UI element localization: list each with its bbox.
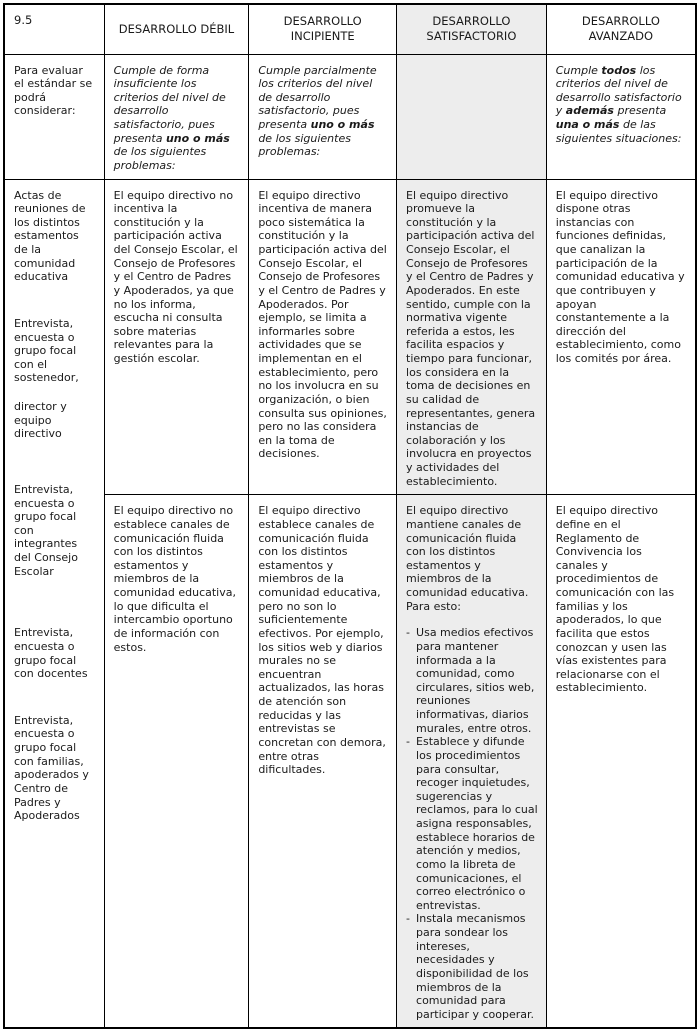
evidence-item: Entrevista, encuesta o grupo focal con docentes xyxy=(14,626,88,681)
text-segment: presenta xyxy=(613,104,667,118)
evidence-sources-cell xyxy=(4,179,104,1028)
text-segment: Cumple xyxy=(555,63,602,77)
evidence-item: Entrevista, encuesta o grupo focal con integrantes del Consejo Escolar xyxy=(14,482,78,578)
text-segment: Cumple de forma insuficiente los criterios del nivel de desarrollo satisfactorio, pues presenta xyxy=(113,63,226,145)
evidence-item: director y equipo directivo xyxy=(14,400,67,441)
text-segment: uno o más xyxy=(310,118,375,131)
qualifier-incipiente xyxy=(249,54,397,179)
criteria-1-avanzado: El equipo directivo dispone otras instancias con funciones definidas, que canalizan la participación de la comunidad educativa y que contribuyen y apoyan constantemente a la dirección del establecimiento, como los comités por área. xyxy=(555,188,685,365)
criteria-1-avanzado-cell xyxy=(546,179,696,495)
text-segment: una o más xyxy=(555,118,620,131)
level-header-debil: DESARROLLO DÉBIL xyxy=(104,4,249,54)
criteria-1-satisfactorio-cell xyxy=(397,179,547,495)
criteria-2-debil: El equipo directivo no establece canales de comunicación fluida con los distintos estamentos y miembros de la comunidad educativa, lo que dificulta el intercambio oportuno de información con estos. xyxy=(113,504,236,654)
text-segment: además xyxy=(565,104,614,118)
standard-number: 9.5 xyxy=(4,4,104,54)
qualifier-debil xyxy=(104,54,249,179)
text-segment: de las siguientes situaciones: xyxy=(555,118,682,145)
bullet-text: Instala mecanismos para sondear los intereses, necesidades y disponibilidad de los miembros de la comunidad para participar y cooperar. xyxy=(416,912,535,1021)
criteria-1-satisfactorio: El equipo directivo promueve la constitución y la participación activa del Consejo Escolar, el Consejo de Profesores y el Centro de Padres y Apoderados. En este sentido, cumple con la normativa vigente referida a estos, les facilita espacios y tiempo para funcionar, los considera en la toma de decisiones en su calidad de representantes, genera instancias de colaboración y los involucra en proyectos y actividades del establecimiento. xyxy=(406,188,536,488)
criteria-2-debil-cell xyxy=(104,495,249,1029)
criteria-2-satisfactorio-intro: El equipo directivo mantiene canales de comunicación fluida con los distintos estamentos y miembros de la comunidad educativa. Para esto: xyxy=(406,504,529,613)
evidence-item: Entrevista, encuesta o grupo focal con familias, apoderados y Centro de Padres y Apoderados xyxy=(14,713,89,823)
text-segment: de los siguientes problemas: xyxy=(113,145,207,172)
bullet-item xyxy=(406,912,538,1021)
bullet-item xyxy=(406,626,538,735)
level-header-incipiente: DESARROLLO INCIPIENTE xyxy=(249,4,397,54)
criteria-2-incipiente: El equipo directivo establece canales de comunicación fluida con los distintos estamentos y miembros de la comunidad educativa, pero no son lo suficientemente efectivos. Por ejemplo, los sitios web y diarios murales no se encuentran actualizados, las horas de atención son reducidas y las entrevistas se concretan con demora, entre otras dificultades. xyxy=(258,504,386,777)
bullet-dash: - xyxy=(406,912,411,926)
bullet-dash: - xyxy=(406,735,411,749)
bullet-item xyxy=(406,735,538,912)
evaluation-note-cell xyxy=(4,54,104,179)
qualifier-satisfactorio-empty xyxy=(397,54,547,179)
evidence-item: Entrevista, encuesta o grupo focal con el sostenedor, xyxy=(14,316,79,385)
criteria-2-avanzado-cell xyxy=(546,495,696,1029)
satisfactorio-bullet-list xyxy=(406,626,538,1021)
criteria-1-incipiente-cell xyxy=(249,179,397,495)
level-header-satisfactorio: DESARROLLO SATISFACTORIO xyxy=(397,4,547,54)
text-segment: todos xyxy=(601,63,637,77)
evidence-item: Actas de reuniones de los distintos estamentos de la comunidad educativa xyxy=(14,188,86,284)
bullet-text: Usa medios efectivos para mantener informada a la comunidad, como circulares, sitios web, reuniones informativas, diarios murales, entre otros. xyxy=(416,626,535,735)
evaluation-note: Para evaluar el estándar se podrá considerar: xyxy=(14,63,93,118)
criteria-1-debil-cell xyxy=(104,179,249,495)
text-segment: de los siguientes problemas: xyxy=(258,131,351,159)
level-header-avanzado: DESARROLLO AVANZADO xyxy=(546,4,696,54)
criteria-row-2 xyxy=(4,495,696,1029)
criteria-2-incipiente-cell xyxy=(249,495,397,1029)
text-segment: los criterios del nivel de desarrollo satisfactorio y xyxy=(555,63,682,118)
text-segment: Cumple parcialmente los criterios del nivel de desarrollo satisfactorio, pues presenta xyxy=(258,63,377,131)
criteria-row-1 xyxy=(4,179,696,495)
text-segment: uno o más xyxy=(165,131,230,145)
bullet-dash: - xyxy=(406,626,411,640)
qualifier-row xyxy=(4,54,696,179)
rubric-table xyxy=(3,3,697,1029)
header-row xyxy=(4,4,696,54)
criteria-2-satisfactorio-cell xyxy=(397,495,547,1029)
qualifier-avanzado xyxy=(546,54,696,179)
criteria-1-debil: El equipo directivo no incentiva la constitución y la participación activa del Consejo Escolar, el Consejo de Profesores y el Centro de Padres y Apoderados, ya que no los informa, escucha ni consulta sobre materias relevantes para la gestión escolar. xyxy=(113,188,238,365)
criteria-2-avanzado: El equipo directivo define en el Reglamento de Convivencia los canales y procedimientos de comunicación con las familias y los apoderados, lo que facilita que estos conozcan y usen las vías existentes para relacionarse con el establecimiento. xyxy=(555,504,675,695)
criteria-1-incipiente: El equipo directivo incentiva de manera poco sistemática la constitución y la participación activa del Consejo Escolar, el Consejo de Profesores y el Centro de Padres y Apoderados. Por ejemplo, se limita a informarles sobre actividades que se implementan en el establecimiento, pero no los involucra en su organización, o bien consulta sus opiniones, pero no las considera en la toma de decisiones. xyxy=(258,188,387,461)
bullet-text: Establece y difunde los procedimientos para consultar, recoger inquietudes, sugerencias y reclamos, para lo cual asigna responsables, establece horarios de atención y medios, como la libreta de comunicaciones, el correo electrónico o entrevistas. xyxy=(416,735,538,912)
